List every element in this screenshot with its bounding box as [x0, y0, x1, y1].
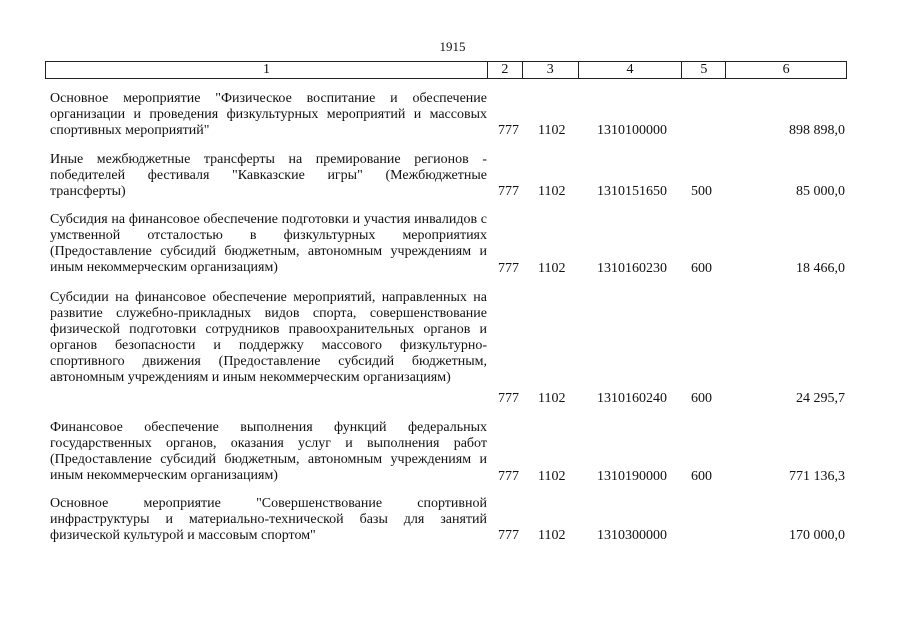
row-amount: 85 000,0 [796, 184, 845, 199]
row-amount: 898 898,0 [789, 123, 845, 138]
row-vr: 600 [691, 469, 712, 484]
row-code: 777 [498, 184, 519, 199]
row-code: 777 [498, 469, 519, 484]
row-csr: 1310151650 [597, 184, 667, 199]
row-amount: 18 466,0 [796, 261, 845, 276]
table-header [45, 61, 847, 79]
row-code: 777 [498, 261, 519, 276]
header-col-1: 1 [46, 62, 488, 78]
row-description: Финансовое обеспечение выполнения функций федеральных государственных органов, оказания услуг и выполнения работ (Предоставление субсидий бюджетным, автономным учреждениям и иным некоммерческим организациям) [50, 420, 487, 483]
row-section: 1102 [538, 469, 566, 484]
row-vr: 500 [691, 184, 712, 199]
row-amount: 170 000,0 [789, 528, 845, 543]
row-description: Субсидия на финансовое обеспечение подготовки и участия инвалидов с умственной отсталостью в физкультурных мероприятиях (Предоставление субсидий бюджетным, автономным учреждениям и иным некоммерческим организациям) [50, 212, 487, 275]
row-amount: 771 136,3 [789, 469, 845, 484]
header-col-2: 2 [488, 62, 523, 78]
row-description: Субсидии на финансовое обеспечение мероприятий, направленных на развитие служебно-прикладных видов спорта, совершенствование физической подготовки сотрудников правоохранительных органов и органов безопасности и поддержку массового физкультурно-спортивного движения (Предоставление субсидий бюджетным, автономным учреждениям и иным некоммерческим организациям) [50, 290, 487, 385]
row-vr: 600 [691, 391, 712, 406]
row-description: Основное мероприятие "Совершенствование спортивной инфраструктуры и материально-технической базы для занятий физической культурой и массовым спортом" [50, 496, 487, 543]
row-description: Иные межбюджетные трансферты на премирование регионов - победителей фестиваля "Кавказские игры" (Межбюджетные трансферты) [50, 152, 487, 199]
row-code: 777 [498, 528, 519, 543]
page-number: 1915 [439, 39, 466, 54]
row-code: 777 [498, 391, 519, 406]
header-col-6: 6 [782, 62, 790, 77]
header-col-5: 5 [682, 62, 726, 78]
row-csr: 1310190000 [597, 469, 667, 484]
header-col-4: 4 [579, 62, 683, 78]
row-section: 1102 [538, 391, 566, 406]
row-code: 777 [498, 123, 519, 138]
row-description: Основное мероприятие "Физическое воспитание и обеспечение организации и проведения физкультурных мероприятий и массовых спортивных мероприятий" [50, 91, 487, 138]
row-csr: 1310160240 [597, 391, 667, 406]
row-csr: 1310100000 [597, 123, 667, 138]
row-section: 1102 [538, 184, 566, 199]
header-col-3: 3 [523, 62, 579, 78]
row-section: 1102 [538, 123, 566, 138]
row-vr: 600 [691, 261, 712, 276]
row-section: 1102 [538, 528, 566, 543]
row-amount: 24 295,7 [796, 391, 845, 406]
row-csr: 1310300000 [597, 528, 667, 543]
row-section: 1102 [538, 261, 566, 276]
row-csr: 1310160230 [597, 261, 667, 276]
